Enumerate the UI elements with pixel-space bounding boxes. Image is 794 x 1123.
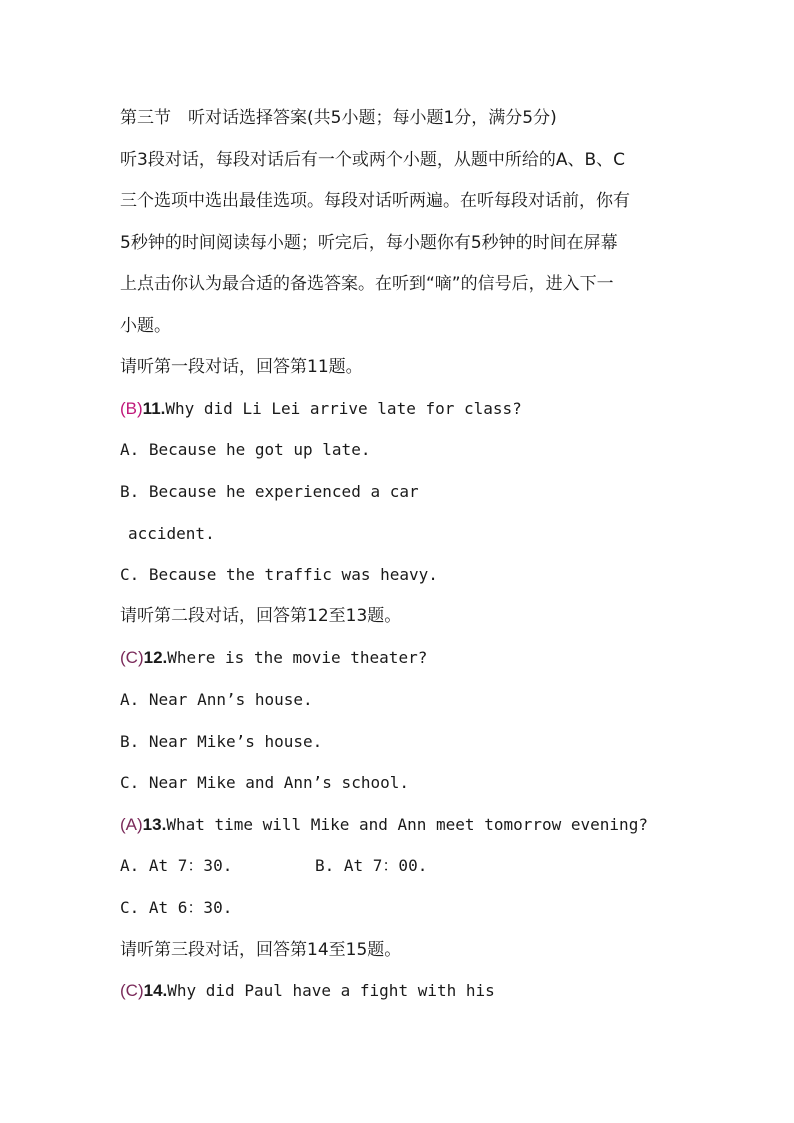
q11-option-b-line2: accident. (128, 524, 215, 543)
answer-13: (A) (120, 815, 143, 834)
q13-option-a: A. At 7：30. (120, 856, 233, 875)
dialog-1-prompt: 请听第一段对话，回答第11题。 (120, 357, 363, 377)
instruction-line-4: 上点击你认为最合适的备选答案。在听到“嘀”的信号后，进入下一 (120, 274, 614, 294)
question-14 (120, 981, 680, 1001)
answer-14: (C) (120, 981, 144, 1000)
instruction-line-3: 5秒钟的时间阅读每小题；听完后，每小题你有5秒钟的时间在屏幕 (120, 233, 618, 253)
instruction-line-5: 小题。 (120, 316, 171, 336)
q12-option-a: A. Near Ann’s house. (120, 690, 313, 709)
question-14-number: 14. (143, 981, 168, 1000)
q13-option-c: C. At 6：30. (120, 898, 233, 917)
q12-option-b: B. Near Mike’s house. (120, 732, 323, 751)
section-heading: 第三节 听对话选择答案(共5小题；每小题1分，满分5分) (120, 108, 557, 128)
q11-option-b-line1: B. Because he experienced a car (120, 482, 419, 501)
instruction-line-2: 三个选项中选出最佳选项。每段对话听两遍。在听每段对话前，你有 (120, 191, 630, 211)
question-13-text: What time will Mike and Ann meet tomorrow evening? (166, 815, 648, 834)
question-13-number: 13. (142, 815, 167, 834)
answer-11: (B) (120, 399, 143, 418)
answer-12: (C) (120, 648, 144, 667)
question-12-text: Where is the movie theater? (167, 648, 428, 667)
dialog-2-prompt: 请听第二段对话，回答第12至13题。 (120, 606, 402, 626)
q13-option-b: B. At 7：00. (315, 856, 428, 875)
question-12-number: 12. (143, 648, 168, 667)
q12-option-c: C. Near Mike and Ann’s school. (120, 773, 409, 792)
question-11-number: 11. (142, 399, 166, 418)
question-11-text: Why did Li Lei arrive late for class? (165, 399, 522, 418)
question-12 (120, 648, 680, 668)
q11-option-a: A. Because he got up late. (120, 440, 371, 459)
question-11 (120, 399, 680, 419)
question-13 (120, 815, 680, 835)
dialog-3-prompt: 请听第三段对话，回答第14至15题。 (120, 940, 402, 960)
q11-option-c: C. Because the traffic was heavy. (120, 565, 438, 584)
question-14-text: Why did Paul have a fight with his (167, 981, 495, 1000)
instruction-line-1: 听3段对话，每段对话后有一个或两个小题，从题中所给的A、B、C (120, 150, 625, 170)
